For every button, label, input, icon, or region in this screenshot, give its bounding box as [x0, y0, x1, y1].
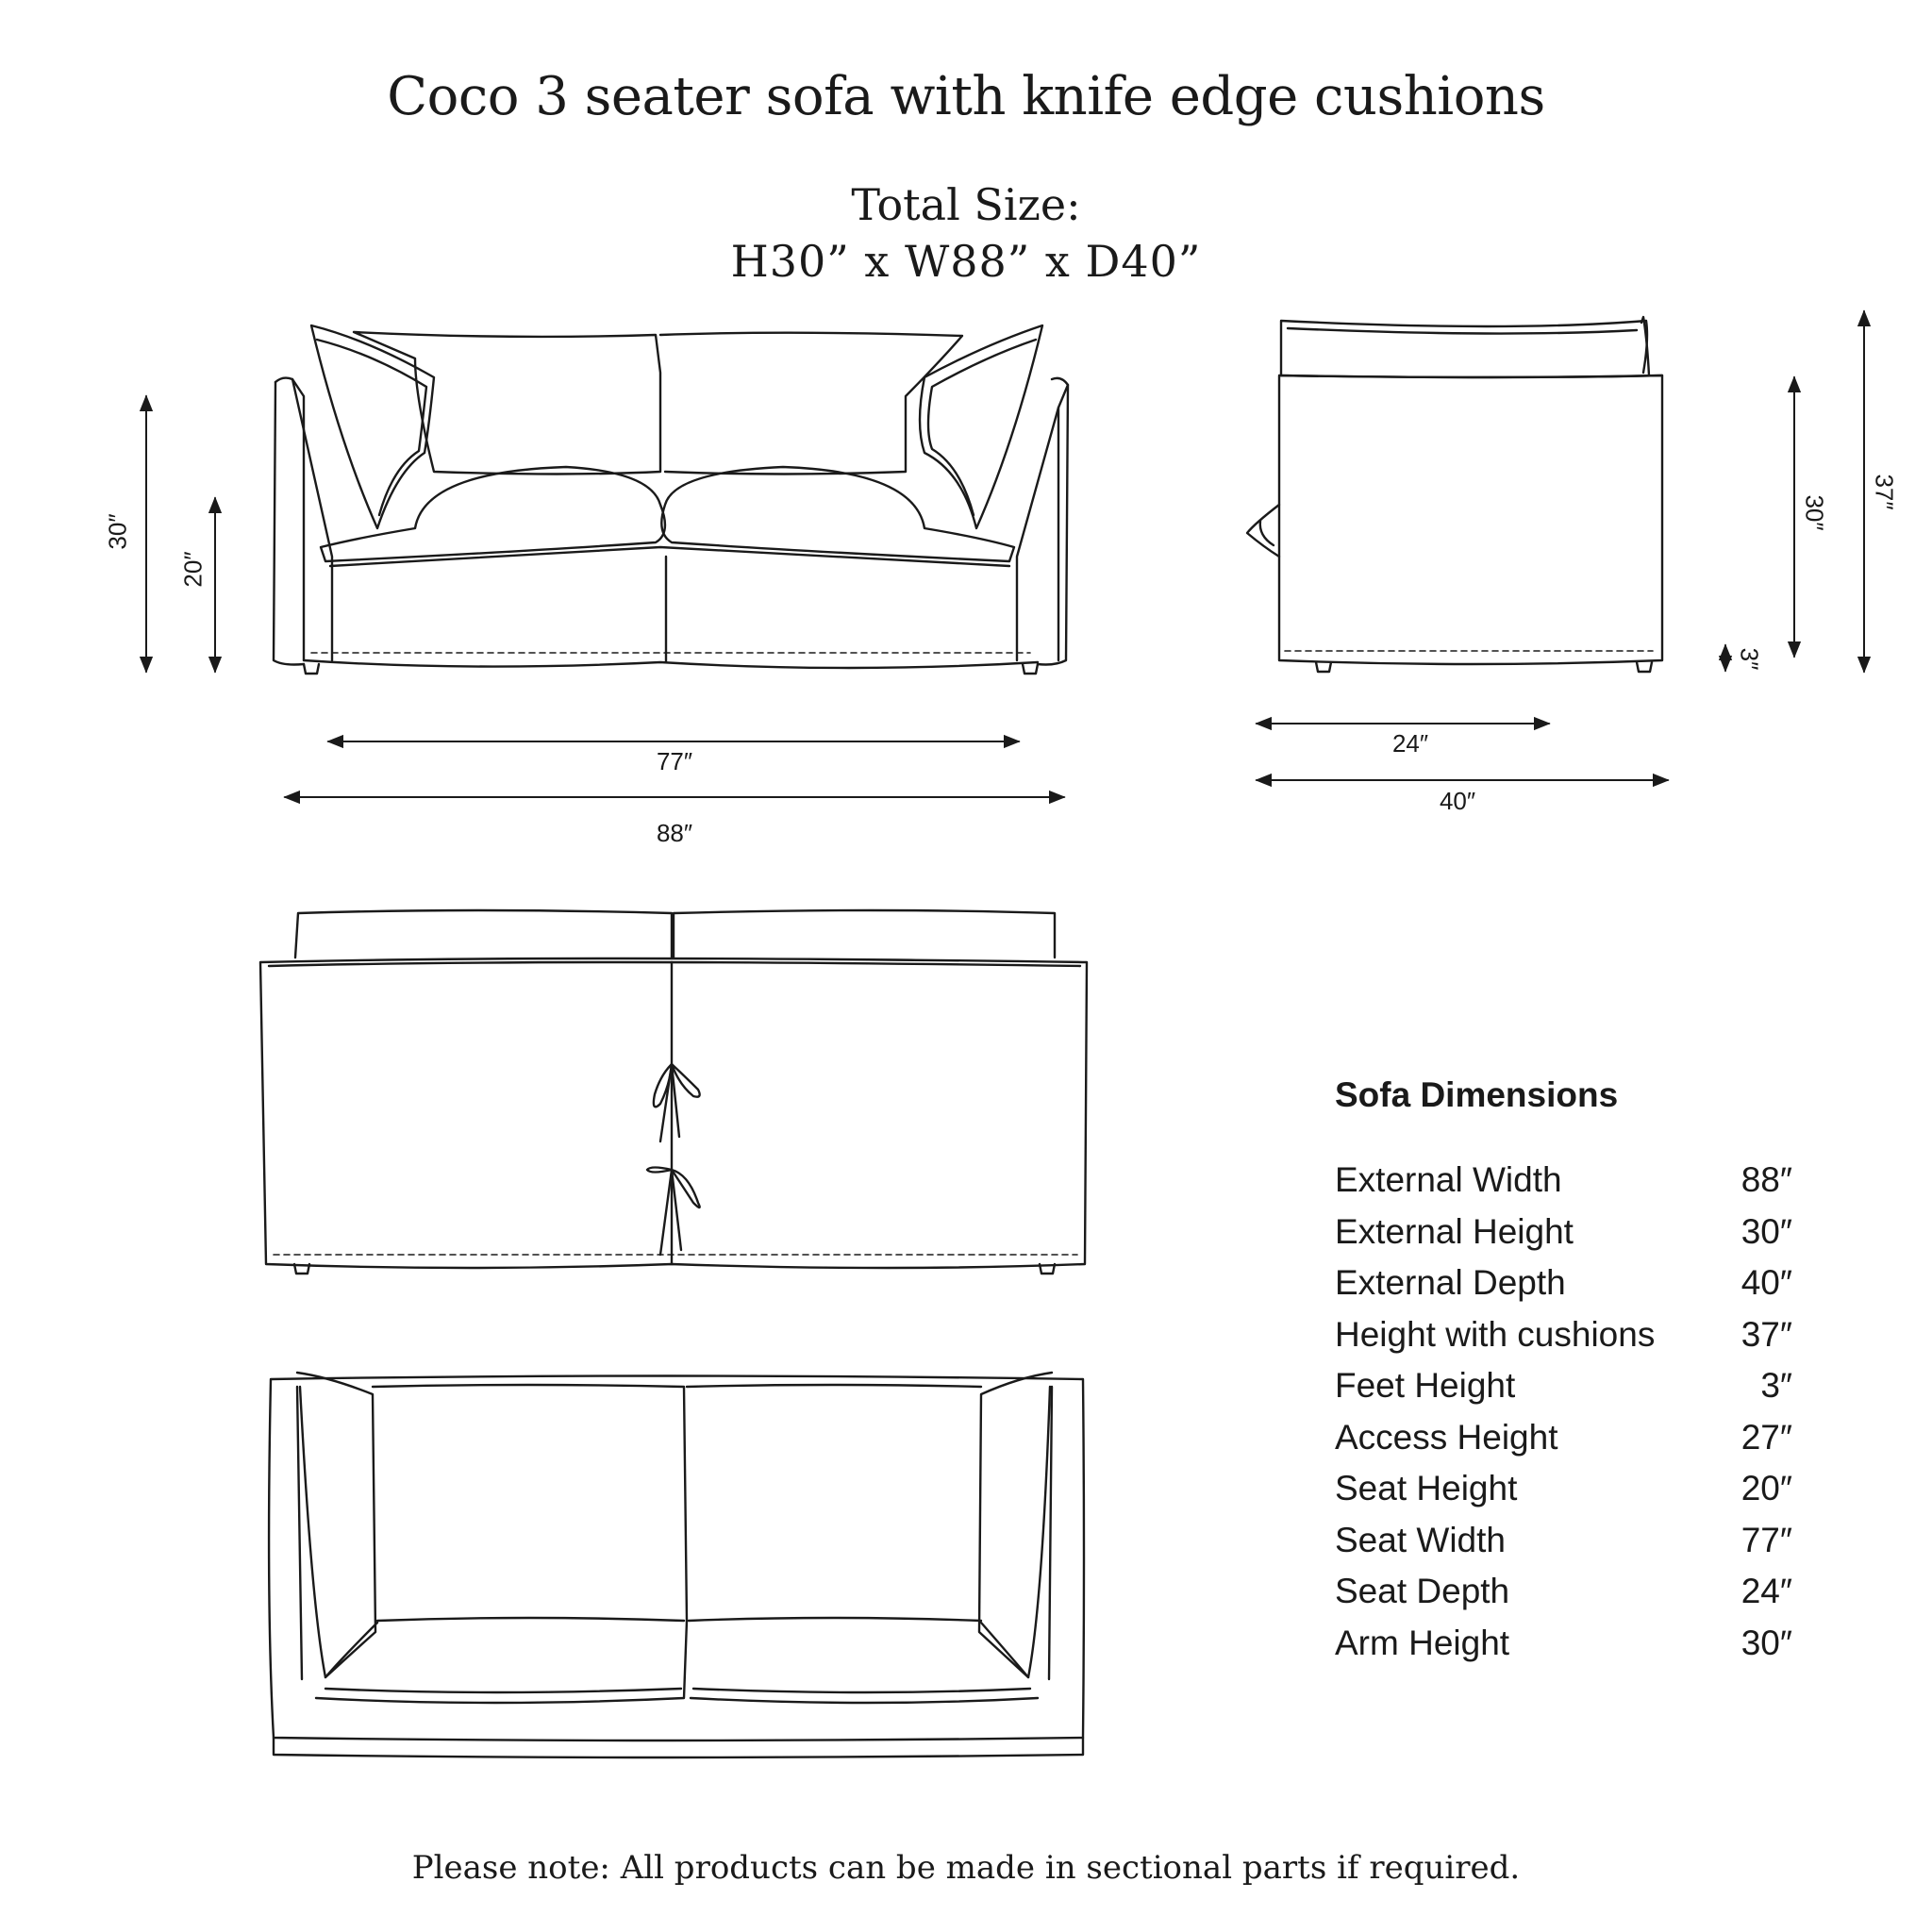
- dimension-row: [1335, 1463, 1792, 1515]
- dimensions-heading: Sofa Dimensions: [1335, 1075, 1619, 1114]
- front-seat-height-label: 20″: [178, 551, 208, 588]
- side-height-label: 30″: [1800, 494, 1829, 531]
- total-size-label: Total Size:: [851, 179, 1081, 230]
- dimension-value: 20″: [1740, 1469, 1792, 1507]
- dimension-label: Seat Width: [1335, 1520, 1506, 1559]
- dimension-row: [1335, 1257, 1792, 1309]
- front-height-label: 30″: [103, 513, 132, 550]
- dimension-value: 30″: [1740, 1623, 1792, 1662]
- side-depth-label: 40″: [1439, 787, 1476, 815]
- total-size-value: H30” x W88” x D40”: [730, 236, 1202, 287]
- dimension-row: [1335, 1309, 1792, 1361]
- dimension-label: Height with cushions: [1335, 1314, 1656, 1354]
- dimension-value: 30″: [1740, 1211, 1792, 1251]
- dimension-label: Seat Height: [1335, 1469, 1518, 1507]
- side-height-cushions-label: 37″: [1870, 474, 1899, 510]
- dimension-label: Access Height: [1335, 1417, 1558, 1457]
- dimension-value: 24″: [1740, 1572, 1792, 1610]
- side-view-drawing: [1247, 317, 1662, 672]
- dimension-row: [1335, 1360, 1792, 1412]
- dimension-row: [1335, 1155, 1792, 1207]
- dimension-label: External Width: [1335, 1160, 1562, 1199]
- dimension-row: [1335, 1515, 1792, 1567]
- dimension-value: 40″: [1740, 1263, 1792, 1302]
- dimension-row: [1335, 1207, 1792, 1258]
- dimension-label: External Height: [1335, 1211, 1574, 1251]
- footnote: Please note: All products can be made in sectional parts if required.: [411, 1849, 1521, 1887]
- side-feet-label: 3″: [1735, 647, 1764, 671]
- dimension-row: [1335, 1412, 1792, 1464]
- dimension-value: 88″: [1740, 1160, 1792, 1199]
- front-seat-width-label: 77″: [656, 747, 693, 775]
- dimension-value: 3″: [1760, 1366, 1792, 1405]
- dimension-value: 37″: [1740, 1314, 1792, 1354]
- dimension-label: External Depth: [1335, 1263, 1566, 1302]
- dimension-row: [1335, 1618, 1792, 1670]
- front-view-drawing: [274, 325, 1068, 674]
- dimension-label: Arm Height: [1335, 1623, 1510, 1662]
- dimension-label: Feet Height: [1335, 1366, 1516, 1405]
- dimension-value: 77″: [1740, 1520, 1792, 1559]
- back-view-drawing: [260, 910, 1087, 1274]
- page-title: Coco 3 seater sofa with knife edge cushions: [387, 66, 1545, 127]
- dimension-row: [1335, 1566, 1792, 1618]
- top-view-drawing: [269, 1373, 1084, 1757]
- side-seat-depth-label: 24″: [1391, 729, 1429, 758]
- sofa-dimensions-table: [1335, 1075, 1792, 1669]
- dimension-label: Seat Depth: [1335, 1572, 1510, 1610]
- dimension-value: 27″: [1740, 1417, 1792, 1457]
- front-width-label: 88″: [656, 819, 693, 847]
